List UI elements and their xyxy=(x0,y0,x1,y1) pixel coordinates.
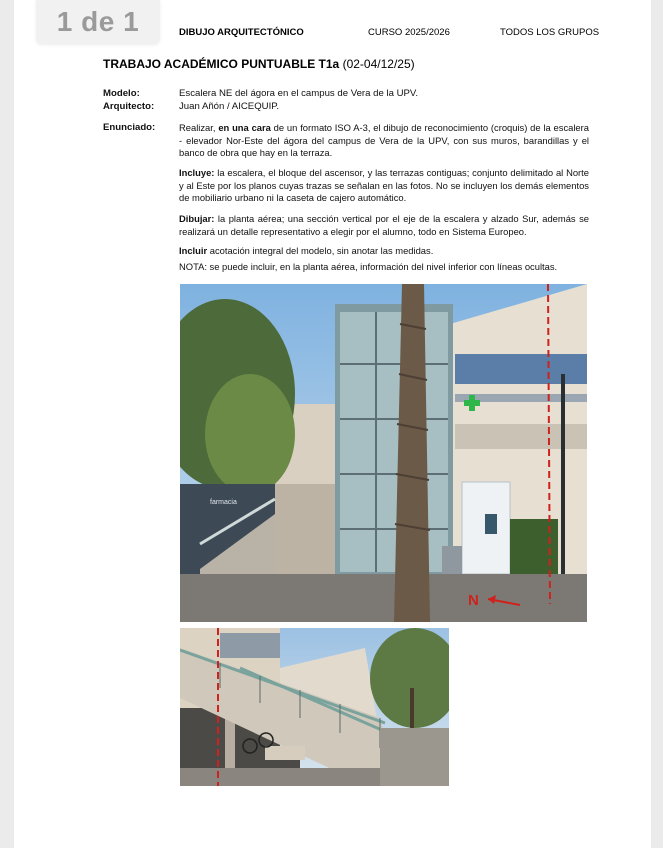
enunciado-note: NOTA: se puede incluir, en la planta aérea, información del nivel inferior con líneas ocultas. xyxy=(179,261,558,272)
header-groups: TODOS LOS GRUPOS xyxy=(500,27,600,38)
modelo-label: Modelo: xyxy=(103,88,140,99)
enunciado-paragraph-1 xyxy=(179,122,589,160)
arquitecto-label: Arquitecto: xyxy=(103,101,155,112)
document-title xyxy=(103,57,415,71)
p1-text-a: Realizar, xyxy=(179,122,219,133)
header-course: CURSO 2025/2026 xyxy=(368,27,450,38)
p3-text: la planta aérea; una sección vertical por el eje de la escalera y alzado Sur, además se realizará un detalle representativo a elegir por el alumno, todo en Sistema Europeo. xyxy=(179,213,589,237)
enunciado-paragraph-3 xyxy=(179,213,589,238)
shop-sign: farmacia xyxy=(210,499,237,506)
p1-text-c: de un formato ISO A-3, el dibujo de reconocimiento (croquis) de la escalera - elevador Nor-Este del ágora del campus de Vera de la UPV, con sus muros, barandillas y el banco de obra que hay en la terraza. xyxy=(179,122,589,159)
photo-staircase xyxy=(180,628,449,786)
north-label: N xyxy=(468,592,479,609)
title-dates: (02-04/12/25) xyxy=(342,57,415,71)
p1-bold: en una cara xyxy=(218,122,271,133)
photo-elevator-tower xyxy=(180,284,587,622)
page-counter: 1 de 1 xyxy=(36,0,160,44)
header-subject: DIBUJO ARQUITECTÓNICO xyxy=(179,27,304,38)
p3-bold: Dibujar: xyxy=(179,213,215,224)
p4-bold: Incluir xyxy=(179,245,208,256)
p2-text: la escalera, el bloque del ascensor, y las terrazas contiguas; conjunto delimitado al Norte y al Este por los planos cuyas trazas se señalan en las fotos. No se incluyen los demás elementos de mobiliario urbano ni la caseta de cajero automático. xyxy=(179,167,589,204)
enunciado-label: Enunciado: xyxy=(103,122,156,133)
arquitecto-value: Juan Añón / AICEQUIP. xyxy=(179,101,280,112)
p2-bold: Incluye: xyxy=(179,167,215,178)
modelo-value: Escalera NE del ágora en el campus de Vera de la UPV. xyxy=(179,88,419,99)
enunciado-paragraph-2 xyxy=(179,167,589,205)
p4-text: acotación integral del modelo, sin anotar las medidas. xyxy=(207,245,434,256)
enunciado-paragraph-4 xyxy=(179,245,589,258)
document-page xyxy=(14,0,651,848)
title-main: TRABAJO ACADÉMICO PUNTUABLE T1a xyxy=(103,57,340,71)
